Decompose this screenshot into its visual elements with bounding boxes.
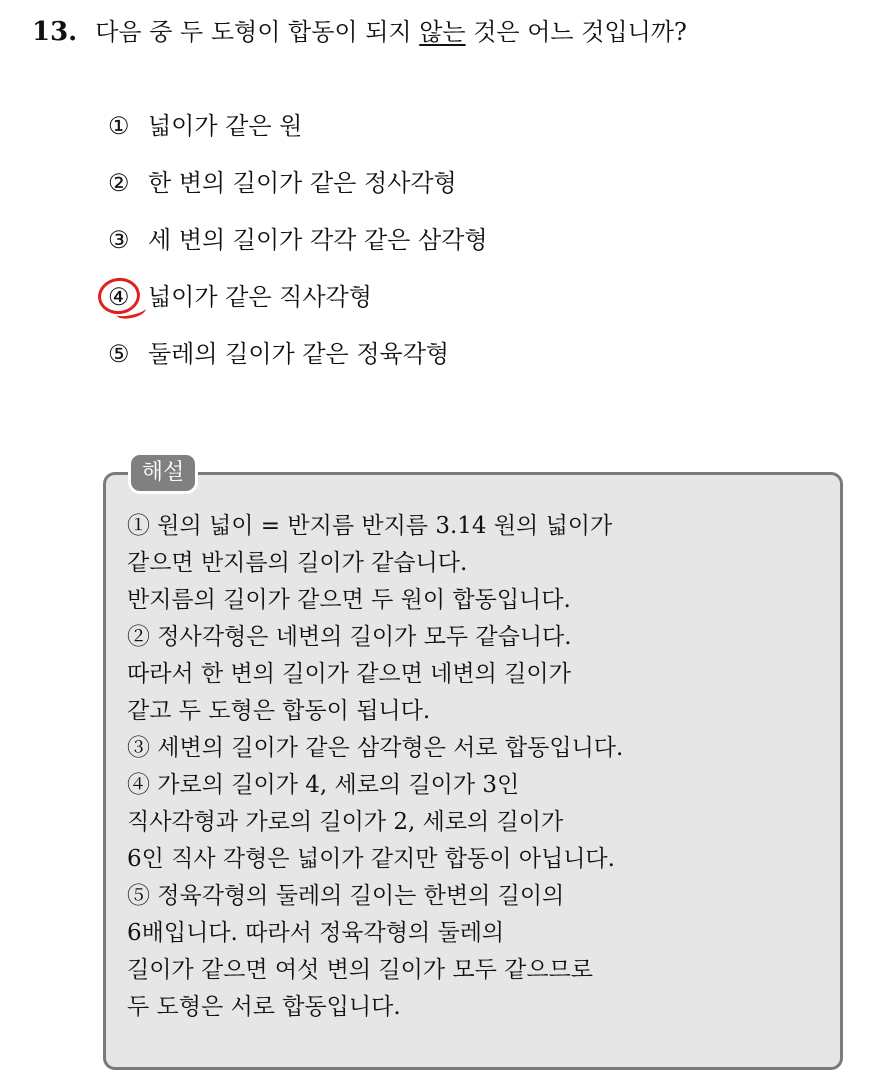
explanation-line: 직사각형과 가로의 길이가 2, 세로의 길이가: [127, 809, 564, 835]
choice-4[interactable]: [108, 275, 808, 332]
choice-5[interactable]: [108, 332, 808, 389]
explanation-line: ② 정사각형은 네변의 길이가 모두 같습니다.: [127, 624, 572, 650]
question: [32, 12, 862, 52]
explanation-text: [127, 508, 827, 1026]
explanation-line: 따라서 한 변의 길이가 같으면 네변의 길이가: [127, 661, 571, 687]
explanation-line: 같으면 반지름의 길이가 같습니다.: [127, 550, 468, 576]
question-text: [95, 18, 687, 46]
explanation-line: 길이가 같으면 여섯 변의 길이가 모두 같으므로: [127, 957, 594, 983]
choice-text: 넓이가 같은 직사각형: [148, 283, 372, 311]
choice-number: ①: [108, 112, 130, 140]
choice-number-label: ④: [108, 283, 130, 311]
choice-text: 둘레의 길이가 같은 정육각형: [148, 340, 450, 368]
choice-3[interactable]: [108, 218, 808, 275]
explanation-line: 반지름의 길이가 같으면 두 원이 합동입니다.: [127, 587, 571, 613]
choice-number: ⑤: [108, 340, 130, 368]
explanation-tag: 해설: [128, 452, 198, 494]
explanation-line: 6인 직사 각형은 넓이가 같지만 합동이 아닙니다.: [127, 846, 615, 872]
choice-text: 세 변의 길이가 각각 같은 삼각형: [148, 226, 488, 254]
choice-text: 넓이가 같은 원: [148, 112, 303, 140]
explanation-line: ① 원의 넓이 = 반지름 반지름 3.14 원의 넓이가: [127, 513, 613, 539]
explanation-line: ③ 세변의 길이가 같은 삼각형은 서로 합동입니다.: [127, 735, 624, 761]
choice-number: ②: [108, 169, 130, 197]
explanation-line: ⑤ 정육각형의 둘레의 길이는 한변의 길이의: [127, 883, 565, 909]
choice-1[interactable]: [108, 104, 808, 161]
explanation-line: ④ 가로의 길이가 4, 세로의 길이가 3인: [127, 772, 520, 798]
explanation-line: 6배입니다. 따라서 정육각형의 둘레의: [127, 920, 505, 946]
choice-text: 한 변의 길이가 같은 정사각형: [148, 169, 457, 197]
choice-number: ③: [108, 226, 130, 254]
explanation-line: 같고 두 도형은 합동이 됩니다.: [127, 698, 431, 724]
question-text-after: 것은 어느 것입니까?: [465, 18, 687, 46]
question-text-before: 다음 중 두 도형이 합동이 되지: [95, 18, 420, 46]
choice-number-marked: [108, 275, 148, 319]
question-number: 13.: [32, 17, 78, 47]
choice-2[interactable]: [108, 161, 808, 218]
question-text-underlined: 않는: [419, 18, 466, 46]
choice-list: [108, 104, 808, 389]
explanation-line: 두 도형은 서로 합동입니다.: [127, 994, 401, 1020]
